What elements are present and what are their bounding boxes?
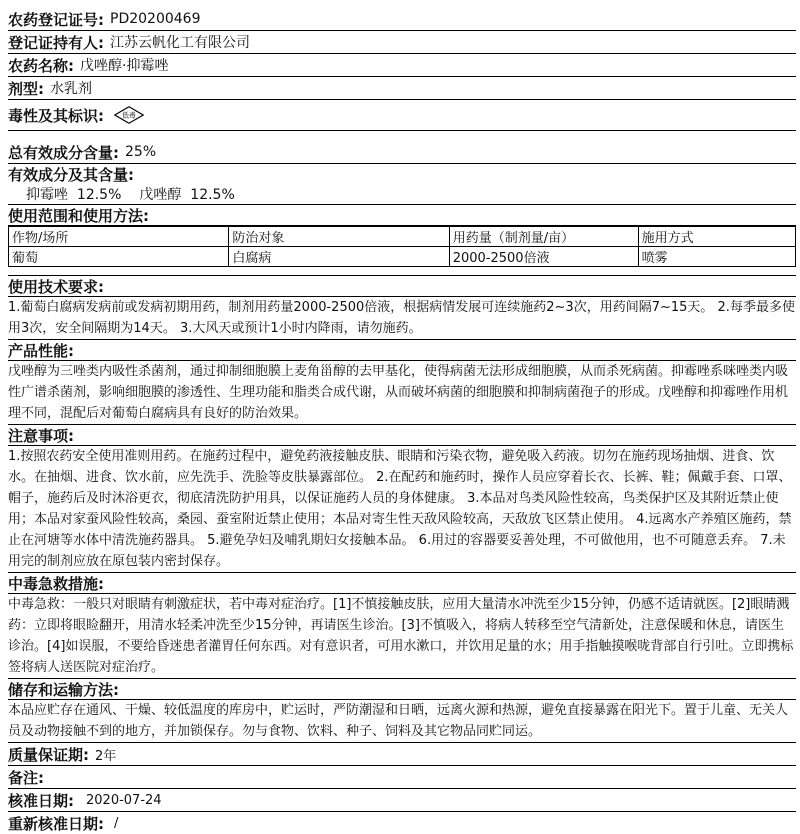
ingredient-2: 戊唑醇 12.5% (139, 187, 235, 203)
spacer (8, 267, 796, 276)
remark-row (8, 766, 796, 789)
notes-label: 注意事项: (8, 425, 796, 446)
performance-label: 产品性能: (8, 340, 796, 361)
tech-label: 使用技术要求: (8, 276, 796, 297)
form-value: 水乳剂 (50, 81, 92, 97)
reg-no-label: 农药登记证号: (8, 10, 104, 29)
name-row (8, 54, 796, 77)
name-value: 戊唑醇·抑霉唑 (80, 58, 169, 74)
form-label: 剂型: (8, 79, 44, 98)
total-row (8, 141, 796, 164)
usage-table (8, 226, 796, 267)
reapprove-row (8, 812, 796, 834)
firstaid-text: 中毒急救：一般只对眼睛有刺激症状，若中毒对症治疗。[1]不慎接触皮肤，应用大量清水冲洗至少15分钟，仍感不适请就医。[2]眼睛溅药：立即将眼睑翻开，用清水轻柔冲洗至少15分钟，再请医生诊治。[3]不慎吸入，将病人转移至空气清新处，注意保暖和休息，请医生诊治。[4]如误服，不要给昏迷患者灌胃任何东西。对有意识者，可用水漱口，并饮用足量的水；用手指触摸喉咙背部自行引吐。立即携标签将病人送医院对症治疗。 (8, 594, 796, 679)
reg-no-value: PD20200469 (110, 11, 201, 27)
ingredients-list (8, 184, 796, 204)
low-toxicity-text: 低毒 (122, 111, 136, 120)
reapprove-value: / (114, 815, 119, 831)
form-row (8, 77, 796, 100)
approve-label: 核准日期: (8, 791, 74, 810)
approve-value: 2020-07-24 (86, 792, 162, 808)
usage-header-dose: 用药量（制剂量/亩） (449, 227, 638, 247)
shelf-value: 2年 (95, 748, 117, 764)
storage-text: 本品应贮存在通风、干燥、较低温度的库房中，贮运时，严防潮湿和日晒，远离火源和热源，避免直接暴露在阳光下。置于儿童、无关人员及动物接触不到的地方，并加锁保存。勿与食物、饮料、种子、饲料及其它物品同贮同运。 (8, 700, 796, 743)
remark-label: 备注: (8, 768, 44, 787)
ingredients-block (8, 164, 796, 205)
toxicity-label: 毒性及其标识: (8, 106, 104, 125)
total-label: 总有效成分含量: (8, 143, 119, 162)
approve-row (8, 789, 796, 812)
usage-header-method: 施用方式 (638, 227, 795, 247)
usage-target: 白腐病 (229, 247, 449, 267)
usage-dose: 2000-2500倍液 (449, 247, 638, 267)
usage-header-target: 防治对象 (229, 227, 449, 247)
reapprove-label: 重新核准日期: (8, 814, 104, 833)
holder-label: 登记证持有人: (8, 33, 104, 52)
usage-header-row (9, 227, 796, 247)
total-value: 25% (125, 144, 157, 160)
spacer (8, 131, 796, 141)
usage-header-crop: 作物/场所 (9, 227, 229, 247)
usage-row (9, 247, 796, 267)
usage-label: 使用范围和使用方法: (8, 205, 796, 226)
ingredient-1: 抑霉唑 12.5% (26, 187, 122, 203)
usage-crop: 葡萄 (9, 247, 229, 267)
performance-text: 戊唑醇为三唑类内吸性杀菌剂，通过抑制细胞膜上麦角甾醇的去甲基化，使得病菌无法形成细胞膜，从而杀死病菌。抑霉唑系咪唑类内吸性广谱杀菌剂，影响细胞膜的渗透性、生理功能和脂类合成代谢，从而破坏病菌的细胞膜和抑制病菌孢子的形成。戊唑醇和抑霉唑作用机 理不同，混配后对葡萄白腐病具有良好的防治效果。 (8, 361, 796, 425)
shelf-label: 质量保证期: (8, 745, 89, 764)
low-toxicity-diamond-icon (114, 105, 144, 125)
shelf-row (8, 743, 796, 766)
firstaid-label: 中毒急救措施: (8, 573, 796, 594)
reg-no-row (8, 8, 796, 31)
holder-value: 江苏云帆化工有限公司 (110, 35, 250, 51)
storage-label: 储存和运输方法: (8, 679, 796, 700)
toxicity-row (8, 100, 796, 131)
holder-row (8, 31, 796, 54)
tech-text: 1.葡萄白腐病发病前或发病初期用药，制剂用药量2000-2500倍液，根据病情发展可连续施药2~3次，用药间隔7~15天。 2.每季最多使用3次，安全间隔期为14天。 3.大风天或预计1小时内降雨，请勿施药。 (8, 297, 796, 340)
name-label: 农药名称: (8, 56, 74, 75)
ingredients-label: 有效成分及其含量: (8, 165, 134, 184)
usage-method: 喷雾 (638, 247, 795, 267)
label-document (8, 8, 796, 833)
notes-text: 1.按照农药安全使用准则用药。在施药过程中，避免药液接触皮肤、眼睛和污染衣物，避免吸入药液。切勿在施药现场抽烟、进食、饮水。在抽烟、进食、饮水前，应先洗手、洗脸等皮肤暴露部位。 2.在配药和施药时，操作人员应穿着长衣、长裤、鞋；佩戴手套、口罩、帽子，施药后及时沐浴更衣，彻底清洗防护用具，以保证施药人员的身体健康。 3.本品对鸟类风险性较高，鸟类保护区及其附近禁止使用；本品对家蚕风险性较高，桑园、蚕室附近禁止使用；本品对寄生性天敌风险较高，天敌放飞区禁止使用。 4.远离水产养殖区施药，禁止在河塘等水体中清洗施药器具。 5.避免孕妇及哺乳期妇女接触本品。 6.用过的容器要妥善处理，不可做他用，也不可随意丢弃。 7.未用完的制剂应放在原包装内密封保存。 (8, 446, 796, 573)
